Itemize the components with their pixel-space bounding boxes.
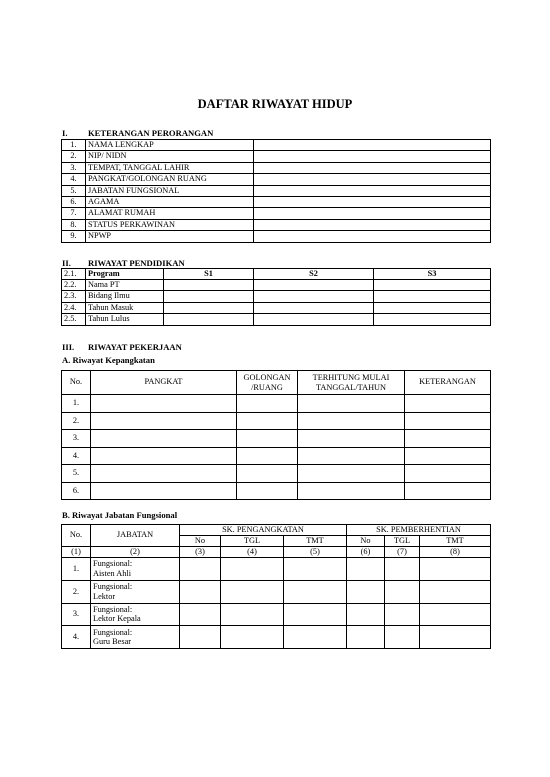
cell-b-tmt[interactable]	[420, 603, 491, 626]
column-index: (8)	[420, 547, 491, 558]
cell-b-no[interactable]	[347, 580, 385, 603]
table-row	[62, 174, 491, 185]
cell-s1[interactable]	[164, 291, 254, 302]
header-pengangkatan-no: No	[180, 536, 221, 547]
header-s2: S2	[254, 269, 374, 280]
table-row	[62, 558, 491, 581]
cell-golongan[interactable]	[237, 412, 298, 430]
row-number: 2.5.	[62, 314, 86, 325]
table-row	[62, 162, 491, 173]
row-value-field[interactable]	[254, 219, 491, 230]
jabatan-cell	[91, 626, 180, 649]
cell-b-tgl[interactable]	[385, 558, 420, 581]
cell-b-tmt[interactable]	[420, 626, 491, 649]
table-row	[62, 219, 491, 230]
section-heading-perorangan	[62, 128, 213, 138]
row-number: 1.	[62, 395, 91, 413]
header-sk-pemberhentian: SK. PEMBERHENTIAN	[347, 525, 491, 536]
cell-s3[interactable]	[374, 314, 491, 325]
cell-terhitung[interactable]	[298, 447, 405, 465]
cell-s2[interactable]	[254, 302, 374, 313]
cell-s3[interactable]	[374, 291, 491, 302]
cell-pangkat[interactable]	[91, 412, 237, 430]
column-index: (1)	[62, 547, 91, 558]
riwayat-kepangkatan-table	[61, 370, 491, 500]
header-golongan-line1: GOLONGAN	[243, 372, 291, 382]
section-label: KETERANGAN PERORANGAN	[88, 128, 214, 138]
jabatan-line1: Fungsional:	[93, 559, 133, 569]
cell-b-tgl[interactable]	[385, 603, 420, 626]
row-label: ALAMAT RUMAH	[86, 208, 254, 219]
cell-golongan[interactable]	[237, 465, 298, 483]
row-label: NAMA LENGKAP	[86, 140, 254, 151]
table-row	[62, 412, 491, 430]
header-program: Program	[86, 269, 164, 280]
cell-p-tmt[interactable]	[284, 580, 347, 603]
jabatan-line1: Fungsional:	[93, 627, 133, 637]
cell-s2[interactable]	[254, 291, 374, 302]
cell-b-no[interactable]	[347, 603, 385, 626]
cell-s1[interactable]	[164, 302, 254, 313]
section-number: II.	[62, 258, 71, 268]
table-row	[62, 482, 491, 500]
row-number: 5.	[62, 185, 86, 196]
table-header-row	[62, 371, 491, 395]
cell-b-no[interactable]	[347, 558, 385, 581]
cell-p-tgl[interactable]	[221, 626, 284, 649]
cell-pangkat[interactable]	[91, 430, 237, 448]
cell-s3[interactable]	[374, 302, 491, 313]
subsection-title-kepangkatan: A. Riwayat Kepangkatan	[62, 355, 155, 365]
cell-keterangan[interactable]	[405, 465, 491, 483]
section-number: I.	[62, 128, 68, 138]
row-value-field[interactable]	[254, 208, 491, 219]
cell-p-tgl[interactable]	[221, 558, 284, 581]
cell-s1[interactable]	[164, 280, 254, 291]
table-row	[62, 208, 491, 219]
row-number: 2.4.	[62, 302, 86, 313]
cell-b-tmt[interactable]	[420, 580, 491, 603]
jabatan-line1: Fungsional:	[93, 604, 133, 614]
row-number: 4.	[62, 447, 91, 465]
header-no: No.	[62, 371, 91, 395]
column-index: (5)	[284, 547, 347, 558]
cell-terhitung[interactable]	[298, 465, 405, 483]
row-number: 1.	[62, 140, 86, 151]
row-value-field[interactable]	[254, 185, 491, 196]
cell-keterangan[interactable]	[405, 447, 491, 465]
row-number: 8.	[62, 219, 86, 230]
header-pengangkatan-tmt: TMT	[284, 536, 347, 547]
header-sk-pengangkatan: SK. PENGANGKATAN	[180, 525, 347, 536]
column-index: (4)	[221, 547, 284, 558]
cell-p-no[interactable]	[180, 558, 221, 581]
header-pemberhentian-tgl: TGL	[385, 536, 420, 547]
riwayat-jabatan-table	[61, 524, 491, 649]
jabatan-line2: Guru Besar	[93, 637, 132, 647]
header-s1: S1	[164, 269, 254, 280]
row-number: 4.	[62, 174, 86, 185]
cell-p-no[interactable]	[180, 580, 221, 603]
jabatan-cell	[91, 558, 180, 581]
cell-golongan[interactable]	[237, 447, 298, 465]
table-row	[62, 626, 491, 649]
row-label: STATUS PERKAWINAN	[86, 219, 254, 230]
cell-golongan[interactable]	[237, 482, 298, 500]
row-label: Tahun Masuk	[86, 302, 164, 313]
row-number: 6.	[62, 196, 86, 207]
table-row	[62, 140, 491, 151]
row-number: 3.	[62, 603, 91, 626]
row-value-field[interactable]	[254, 196, 491, 207]
page-title: DAFTAR RIWAYAT HIDUP	[197, 97, 353, 111]
cell-p-tgl[interactable]	[221, 603, 284, 626]
jabatan-line1: Fungsional:	[93, 582, 133, 592]
cell-p-no[interactable]	[180, 603, 221, 626]
header-no: No.	[62, 525, 91, 547]
header-pemberhentian-no: No	[347, 536, 385, 547]
column-index: (2)	[91, 547, 180, 558]
row-number: 1.	[62, 558, 91, 581]
section-label: RIWAYAT PEKERJAAN	[88, 342, 182, 352]
cell-s2[interactable]	[254, 314, 374, 325]
cell-s2[interactable]	[254, 280, 374, 291]
row-number: 4.	[62, 626, 91, 649]
jabatan-line2: Lektor Kepala	[93, 614, 141, 624]
cell-pangkat[interactable]	[91, 482, 237, 500]
jabatan-line2: Lektor	[93, 591, 116, 601]
header-pangkat: PANGKAT	[91, 371, 237, 395]
header-pengangkatan-tgl: TGL	[221, 536, 284, 547]
jabatan-line2: Aisten Ahli	[93, 568, 132, 578]
row-value-field[interactable]	[254, 162, 491, 173]
row-number: 2.	[62, 412, 91, 430]
cell-terhitung[interactable]	[298, 395, 405, 413]
cell-pangkat[interactable]	[91, 447, 237, 465]
table-row	[62, 603, 491, 626]
table-row	[62, 291, 491, 302]
riwayat-pendidikan-table	[61, 268, 491, 326]
row-number: 5.	[62, 465, 91, 483]
cell-p-tmt[interactable]	[284, 603, 347, 626]
header-no: 2.1.	[62, 269, 86, 280]
row-value-field[interactable]	[254, 151, 491, 162]
table-row	[62, 151, 491, 162]
cell-p-no[interactable]	[180, 626, 221, 649]
row-value-field[interactable]	[254, 174, 491, 185]
header-golongan	[237, 371, 298, 395]
row-number: 3.	[62, 162, 86, 173]
row-label: Tahun Lulus	[86, 314, 164, 325]
row-label: AGAMA	[86, 196, 254, 207]
row-number: 3.	[62, 430, 91, 448]
table-row	[62, 302, 491, 313]
column-index-row	[62, 547, 491, 558]
section-label: RIWAYAT PENDIDIKAN	[88, 258, 185, 268]
row-number: 2.2.	[62, 280, 86, 291]
table-row	[62, 465, 491, 483]
table-row	[62, 580, 491, 603]
cell-p-tgl[interactable]	[221, 580, 284, 603]
cell-golongan[interactable]	[237, 430, 298, 448]
section-number: III.	[62, 342, 75, 352]
cell-keterangan[interactable]	[405, 430, 491, 448]
cell-b-tmt[interactable]	[420, 558, 491, 581]
row-label: PANGKAT/GOLONGAN RUANG	[86, 174, 254, 185]
row-label: JABATAN FUNGSIONAL	[86, 185, 254, 196]
keterangan-perorangan-table	[61, 139, 491, 243]
table-row	[62, 447, 491, 465]
cell-p-tmt[interactable]	[284, 558, 347, 581]
row-number: 9.	[62, 231, 86, 242]
header-terhitung	[298, 371, 405, 395]
row-number: 2.	[62, 580, 91, 603]
table-row	[62, 185, 491, 196]
header-golongan-line2: /RUANG	[251, 382, 283, 392]
table-row	[62, 395, 491, 413]
row-value-field[interactable]	[254, 231, 491, 242]
row-number: 2.3.	[62, 291, 86, 302]
table-row	[62, 430, 491, 448]
row-label: NPWP	[86, 231, 254, 242]
row-number: 6.	[62, 482, 91, 500]
row-number: 7.	[62, 208, 86, 219]
table-header-row	[62, 269, 491, 280]
jabatan-cell	[91, 603, 180, 626]
cell-p-tmt[interactable]	[284, 626, 347, 649]
cell-terhitung[interactable]	[298, 430, 405, 448]
table-row	[62, 280, 491, 291]
cell-golongan[interactable]	[237, 395, 298, 413]
header-s3: S3	[374, 269, 491, 280]
cell-s3[interactable]	[374, 280, 491, 291]
column-index: (6)	[347, 547, 385, 558]
row-label: TEMPAT, TANGGAL LAHIR	[86, 162, 254, 173]
row-label: Nama PT	[86, 280, 164, 291]
header-pemberhentian-tmt: TMT	[420, 536, 491, 547]
column-index: (7)	[385, 547, 420, 558]
header-keterangan: KETERANGAN	[405, 371, 491, 395]
header-terhitung-line2: TANGGAL/TAHUN	[315, 382, 387, 392]
table-row	[62, 314, 491, 325]
row-label: Bidang Ilmu	[86, 291, 164, 302]
column-index: (3)	[180, 547, 221, 558]
cell-b-tgl[interactable]	[385, 626, 420, 649]
header-jabatan: JABATAN	[91, 525, 180, 547]
section-heading-pekerjaan	[62, 342, 182, 352]
subsection-title-jabatan: B. Riwayat Jabatan Fungsional	[62, 510, 178, 520]
cell-keterangan[interactable]	[405, 395, 491, 413]
cell-b-tgl[interactable]	[385, 580, 420, 603]
row-value-field[interactable]	[254, 140, 491, 151]
header-terhitung-line1: TERHITUNG MULAI	[312, 372, 390, 382]
cell-pangkat[interactable]	[91, 395, 237, 413]
cell-keterangan[interactable]	[405, 412, 491, 430]
row-label: NIP/ NIDN	[86, 151, 254, 162]
cell-b-no[interactable]	[347, 626, 385, 649]
table-row	[62, 231, 491, 242]
cell-keterangan[interactable]	[405, 482, 491, 500]
table-row	[62, 196, 491, 207]
cell-pangkat[interactable]	[91, 465, 237, 483]
row-number: 2.	[62, 151, 86, 162]
cell-terhitung[interactable]	[298, 482, 405, 500]
section-heading-pendidikan	[62, 258, 185, 268]
jabatan-cell	[91, 580, 180, 603]
cell-terhitung[interactable]	[298, 412, 405, 430]
table-header-row	[62, 525, 491, 536]
cell-s1[interactable]	[164, 314, 254, 325]
